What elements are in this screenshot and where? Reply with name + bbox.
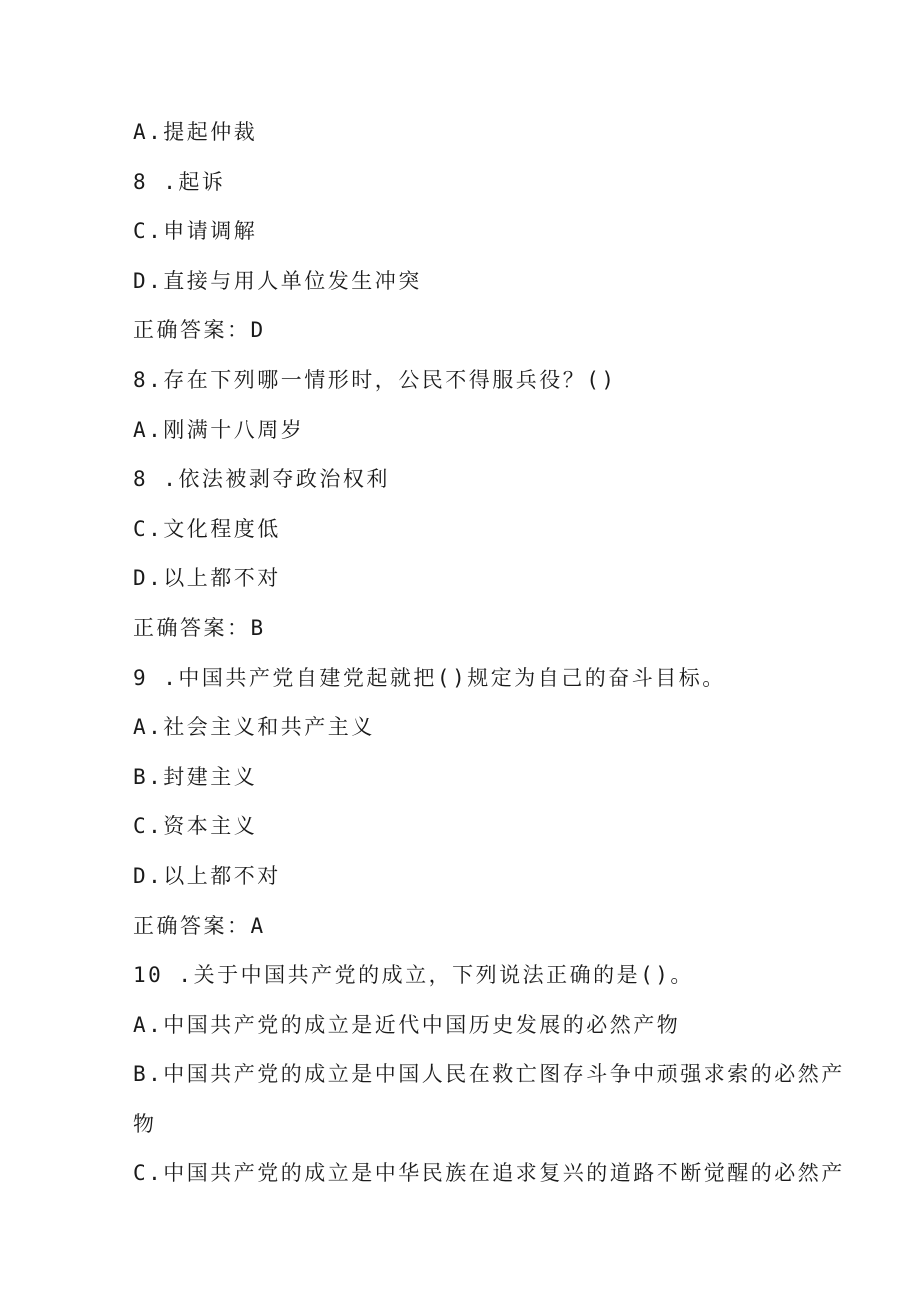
option-c: C.中国共产党的成立是中华民族在追求复兴的道路不断觉醒的必然产	[133, 1161, 845, 1186]
question-10: 10 .关于中国共产党的成立，下列说法正确的是()。	[133, 963, 694, 988]
option-b: 8 .起诉	[133, 169, 226, 194]
option-c: C.申请调解	[133, 219, 258, 244]
option-a: A.刚满十八周岁	[133, 417, 305, 442]
option-d: D.以上都不对	[133, 863, 281, 888]
option-b: B.封建主义	[133, 764, 258, 789]
option-b-continued: 物	[133, 1111, 157, 1136]
correct-answer: 正确答案：A	[133, 913, 266, 938]
option-a: A.中国共产党的成立是近代中国历史发展的必然产物	[133, 1012, 681, 1037]
option-c: C.资本主义	[133, 814, 258, 839]
question-9: 9 .中国共产党自建党起就把()规定为自己的奋斗目标。	[133, 665, 726, 690]
question-8: 8.存在下列哪一情形时，公民不得服兵役？()	[133, 367, 617, 392]
document-body	[133, 114, 845, 1205]
option-d: D.直接与用人单位发生冲突	[133, 268, 422, 293]
option-a: A.提起仲裁	[133, 120, 258, 144]
correct-answer: 正确答案：D	[133, 318, 266, 343]
option-d: D.以上都不对	[133, 566, 281, 591]
option-a: A.社会主义和共产主义	[133, 715, 375, 740]
correct-answer: 正确答案：B	[133, 615, 266, 640]
option-b: B.中国共产党的成立是中国人民在救亡图存斗争中顽强求索的必然产	[133, 1062, 845, 1087]
option-c: C.文化程度低	[133, 516, 281, 541]
option-b: 8 .依法被剥夺政治权利	[133, 467, 390, 492]
